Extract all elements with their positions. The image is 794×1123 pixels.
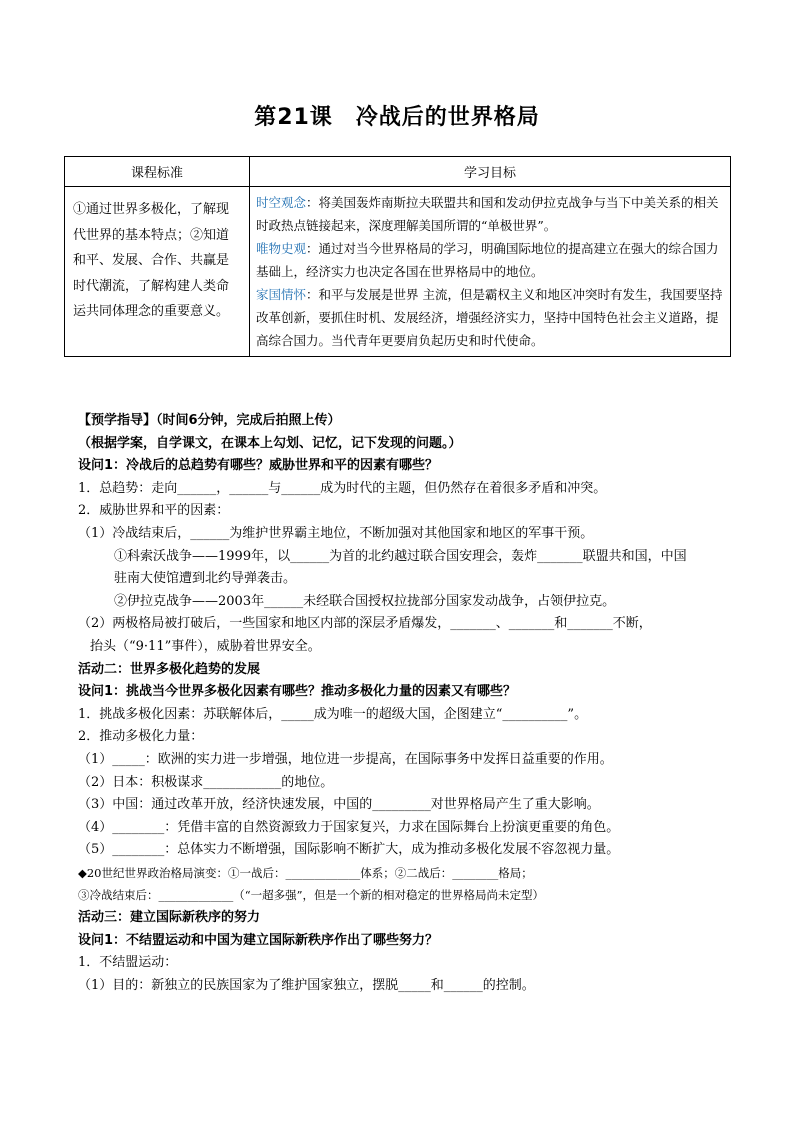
- section-heading: 活动三：建立国际新秩序的努力: [78, 910, 261, 926]
- fill-line: 2．推动多极化力量：: [78, 729, 204, 745]
- goal-patriotism: [256, 283, 724, 352]
- header-learning-goals: 学习目标: [250, 157, 731, 187]
- fill-line: （2）两极格局被打破后，一些国家和地区内部的深层矛盾爆发，_______、_______和_______不断，: [78, 616, 652, 632]
- fill-line: ②伊拉克战争——2003年______未经联合国授权拉拢部分国家发动战争，占领伊拉克。: [114, 593, 616, 609]
- goal-label: 时空观念: [256, 195, 307, 210]
- summary-line: ◆20世纪世界政治格局演变：①一战后：_____________体系；②二战后：________格局；: [78, 865, 533, 880]
- section-heading: 活动二：世界多极化趋势的发展: [78, 661, 261, 677]
- fill-line: ①科索沃战争——1999年，以______为首的北约越过联合国安理会，轰炸_______联盟共和国，中国: [114, 548, 687, 564]
- fill-line: （5）________：总体实力不断增强，国际影响不断扩大，成为推动多极化发展不容忽视力量。: [78, 842, 620, 858]
- fill-line: （2）日本：积极谋求____________的地位。: [78, 774, 334, 790]
- goal-text: ：通过对当今世界格局的学习，明确国际地位的提高建立在强大的综合国力基础上，经济实力也决定各国在世界格局中的地位。: [256, 241, 719, 279]
- goal-materialism: [256, 237, 724, 283]
- summary-line: ③冷战结束后：_____________（“一超多强”，但是一个新的相对稳定的世界格局尚未定型）: [78, 888, 545, 903]
- instruction: （根据学案，自学课文，在课本上勾划、记忆，记下发现的问题。）: [78, 435, 462, 451]
- page-title: 第21课 冷战后的世界格局: [254, 105, 540, 130]
- goal-spacetime: [256, 191, 724, 237]
- fill-line: 驻南大使馆遭到北约导弹袭击。: [114, 571, 297, 587]
- section-heading: 【预学指导】（时间6分钟，完成后拍照上传）: [78, 413, 341, 428]
- learning-goals-cell: [250, 187, 731, 357]
- fill-line: （3）中国：通过改革开放，经济快速发展，中国的_________对世界格局产生了重大影响。: [78, 797, 600, 813]
- fill-line: （1）_____：欧洲的实力进一步增强，地位进一步提高，在国际事务中发挥日益重要的作用。: [78, 751, 613, 767]
- goal-text: ：将美国轰炸南斯拉夫联盟共和国和发动伊拉克战争与当下中美关系的相关时政热点链接起来，深度理解美国所谓的“单极世界”。: [256, 195, 719, 233]
- question: 设问1：不结盟运动和中国为建立国际新秩序作出了哪些努力？: [78, 932, 439, 948]
- objectives-table: [64, 156, 731, 357]
- goal-label: 唯物史观: [256, 241, 307, 256]
- fill-line: （1）目的：新独立的民族国家为了维护国家独立，摆脱_____和______的控制。: [78, 977, 535, 993]
- goal-text: ：和平与发展是世界 主流，但是霸权主义和地区冲突时有发生，我国要坚持改革创新，要抓住时机、发展经济，增强经济实力，坚持中国特色社会主义道路，提高综合国力。当代青年更要肩负起历史和时代使命。: [256, 287, 723, 348]
- fill-line: 1．不结盟运动：: [78, 955, 178, 971]
- header-curriculum-standard: 课程标准: [65, 157, 250, 187]
- fill-line: 抬头（“9·11”事件），威胁着世界安全。: [90, 638, 321, 654]
- question: 设问1：冷战后的总趋势有哪些？威胁世界和平的因素有哪些？: [78, 458, 439, 474]
- fill-line: （4）________：凭借丰富的自然资源致力于国家复兴，力求在国际舞台上扮演更重要的角色。: [78, 819, 620, 835]
- question: 设问1：挑战当今世界多极化因素有哪些？推动多极化力量的因素又有哪些？: [78, 684, 517, 700]
- fill-line: 1．挑战多极化因素：苏联解体后，_____成为唯一的超级大国，企图建立“__________”。: [78, 706, 588, 722]
- fill-line: 2．威胁世界和平的因素：: [78, 503, 230, 519]
- curriculum-standard-text: ①通过世界多极化，了解现代世界的基本特点；②知道和平、发展、合作、共赢是时代潮流，了解构建人类命运共同体理念的重要意义。: [65, 187, 250, 357]
- goal-label: 家国情怀: [256, 287, 307, 302]
- worksheet-body: [78, 410, 728, 997]
- fill-line: （1）冷战结束后，______为维护世界霸主地位，不断加强对其他国家和地区的军事干预。: [78, 525, 594, 541]
- fill-line: 1．总趋势：走向______，______与______成为时代的主题，但仍然存在着很多矛盾和冲突。: [78, 480, 607, 496]
